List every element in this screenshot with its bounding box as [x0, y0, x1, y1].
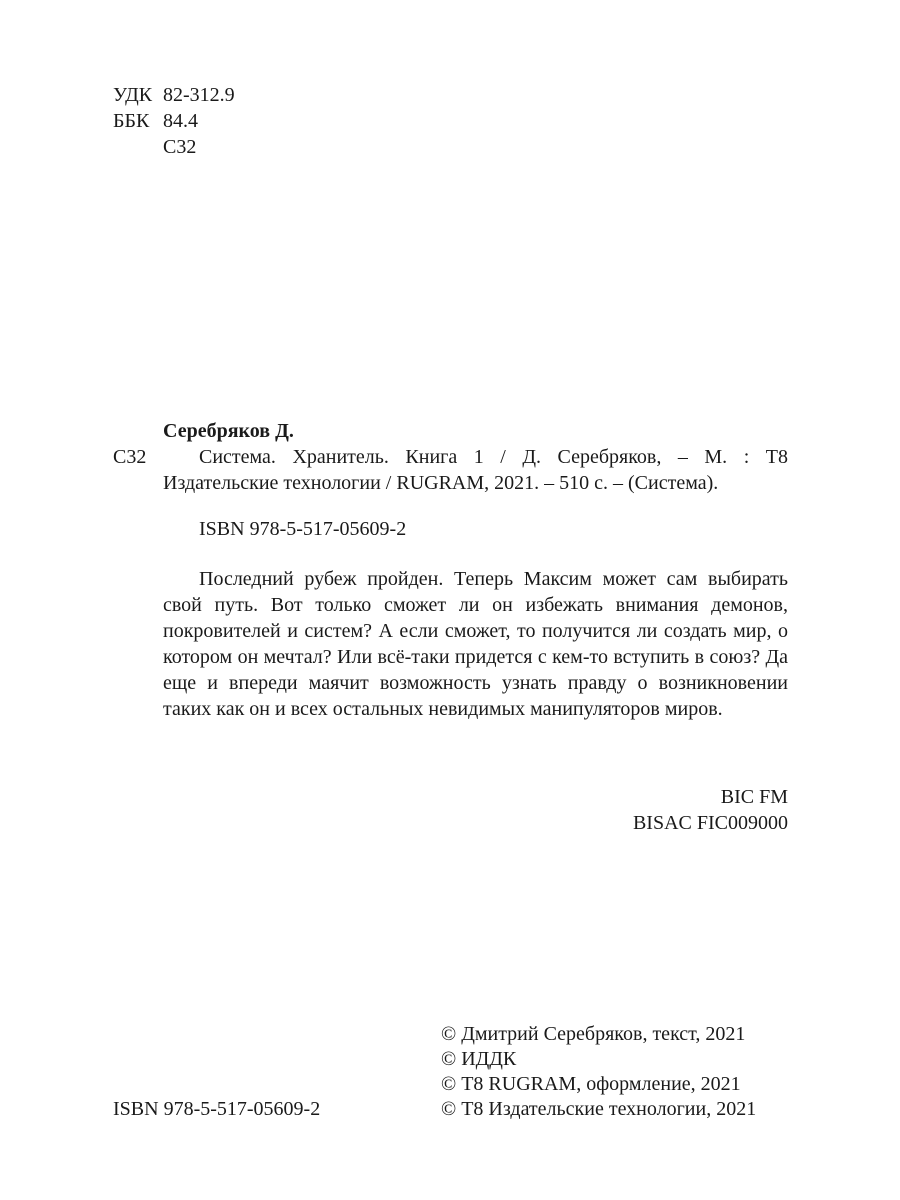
author-mark: С32 — [163, 136, 197, 158]
copyright-block — [441, 1021, 756, 1121]
copyright-line: © ИДДК — [441, 1048, 517, 1070]
bbk-row — [113, 108, 235, 134]
udk-row — [113, 82, 235, 108]
classification-block — [113, 82, 235, 160]
biblio-isbn: ISBN 978-5-517-05609-2 — [199, 518, 407, 540]
bisac-code: BISAC FIC009000 — [632, 812, 788, 834]
biblio-description: Система. Хранитель. Книга 1 / Д. Серебряков, – М. : Т8 Издательские технологии / RUGRAM, 2021. – 510 с. – (Система). — [163, 446, 788, 494]
udk-value: 82-312.9 — [163, 84, 235, 106]
biblio-author: Серебряков Д. — [163, 420, 294, 442]
bibliographic-record — [163, 418, 788, 496]
annotation: Последний рубеж пройден. Теперь Максим может сам выбирать свой путь. Вот только сможет ли он избежать внимания демонов, покровителей и систем? А если сможет, то получится ли создать мир, о котором он мечтал? Или всё-таки придется с кем-то вступить в союз? Да еще и впереди маячит возможность узнать правду о возникновении таких как он и всех остальных невидимых манипуляторов миров. — [163, 568, 788, 720]
copyright-line: © Т8 Издательские технологии, 2021 — [441, 1098, 757, 1120]
copyright-line: © Дмитрий Серебряков, текст, 2021 — [441, 1023, 746, 1045]
bic-code: BIC FM — [720, 786, 788, 808]
biblio-author-code: С32 — [113, 446, 147, 468]
copyright-line: © Т8 RUGRAM, оформление, 2021 — [441, 1073, 741, 1095]
bbk-label: ББК — [113, 110, 150, 132]
udk-label: УДК — [113, 84, 153, 106]
author-mark-row — [113, 134, 235, 160]
subject-codes — [633, 784, 788, 836]
isbn-bottom: ISBN 978-5-517-05609-2 — [113, 1098, 321, 1120]
bbk-value: 84.4 — [163, 110, 198, 132]
